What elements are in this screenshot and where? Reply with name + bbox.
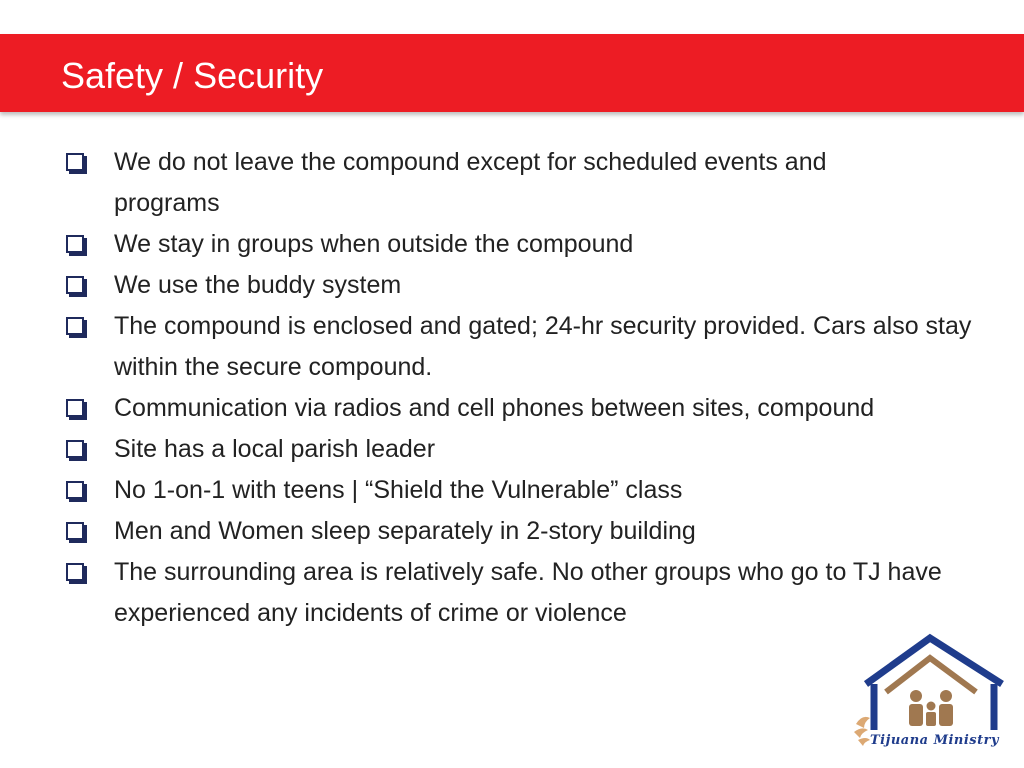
list-item <box>66 388 1006 429</box>
list-item <box>66 306 1006 388</box>
checkbox-bullet-icon <box>66 399 84 417</box>
bullet-text: The surrounding area is relatively safe. No other groups who go to TJ have experienced any incidents of crime or violence <box>114 558 942 627</box>
checkbox-bullet-icon <box>66 317 84 335</box>
slide-title: Safety / Security <box>61 55 324 96</box>
list-item <box>66 142 1006 224</box>
bullet-text: The compound is enclosed and gated; 24-hr security provided. Cars also stay within the secure compound. <box>114 312 972 381</box>
checkbox-bullet-icon <box>66 153 84 171</box>
checkbox-bullet-icon <box>66 235 84 253</box>
checkbox-bullet-icon <box>66 522 84 540</box>
list-item <box>66 470 1006 511</box>
list-item <box>66 429 1006 470</box>
checkbox-bullet-icon <box>66 276 84 294</box>
bullet-text: We do not leave the compound except for scheduled events and programs <box>114 148 827 217</box>
list-item <box>66 224 1006 265</box>
logo-caption: Tijuana Ministry <box>870 733 1000 748</box>
checkbox-bullet-icon <box>66 563 84 581</box>
bullet-text: Men and Women sleep separately in 2-story building <box>114 517 696 545</box>
bullet-text: Site has a local parish leader <box>114 435 436 463</box>
list-item <box>66 552 1006 634</box>
bullet-text: We use the buddy system <box>114 271 402 299</box>
bullet-text: No 1-on-1 with teens | “Shield the Vulnerable” class <box>114 476 683 504</box>
list-item <box>66 511 1006 552</box>
checkbox-bullet-icon <box>66 440 84 458</box>
list-item <box>66 265 1006 306</box>
bullet-list <box>66 142 1006 634</box>
bullet-text: We stay in groups when outside the compound <box>114 230 634 258</box>
checkbox-bullet-icon <box>66 481 84 499</box>
bullet-text: Communication via radios and cell phones between sites, compound <box>114 394 875 422</box>
